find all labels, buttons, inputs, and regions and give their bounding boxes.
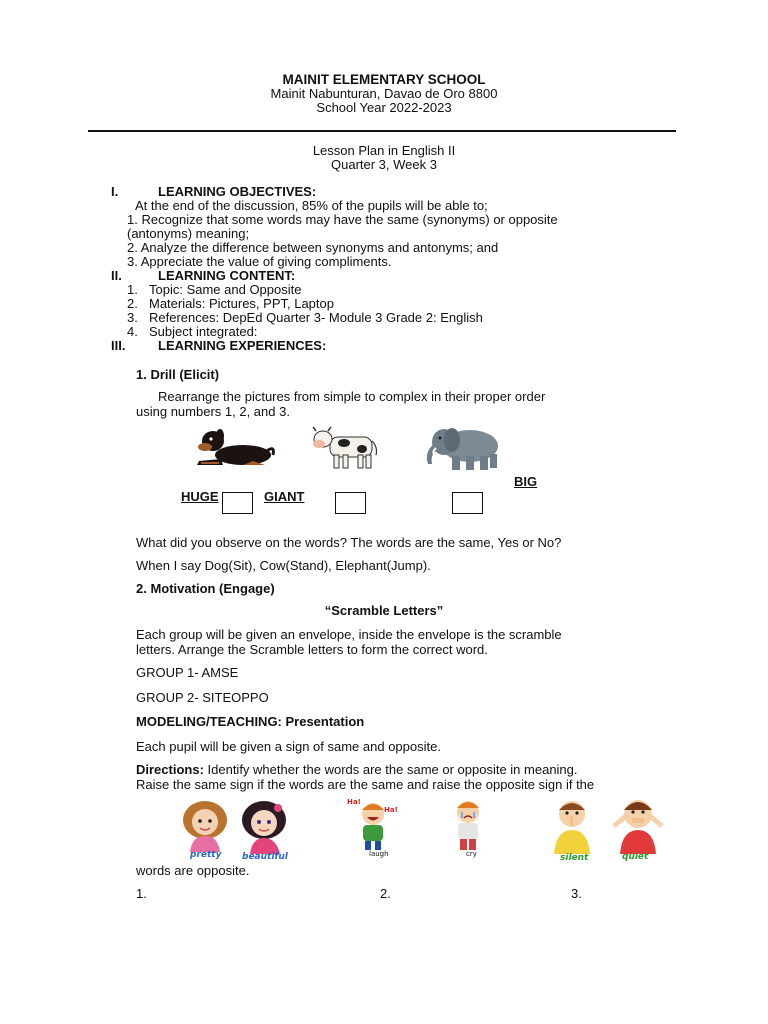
scramble-title: “Scramble Letters”: [324, 603, 444, 618]
word-cry: cry: [466, 850, 477, 858]
drill-say: When I say Dog(Sit), Cow(Stand), Elephant(Jump).: [136, 558, 431, 573]
modeling-heading: MODELING/TEACHING: Presentation: [136, 714, 365, 729]
answer-box-3[interactable]: [452, 492, 483, 514]
word-huge: HUGE: [181, 489, 219, 504]
pretty-girl-image: [176, 800, 234, 852]
group-2: GROUP 2- SITEOPPO: [136, 690, 269, 705]
word-beautiful: beautiful: [242, 852, 288, 862]
section-2-title: LEARNING CONTENT:: [158, 268, 296, 283]
section-2-number: II.: [111, 268, 122, 283]
objective-3: 3. Appreciate the value of giving compliments.: [127, 254, 392, 269]
beautiful-girl-image: [234, 800, 296, 854]
content-item-2: Materials: Pictures, PPT, Laptop: [149, 296, 334, 311]
section-3-title: LEARNING EXPERIENCES:: [158, 338, 327, 353]
directions-line-1: [136, 763, 578, 777]
drill-instruction-2: using numbers 1, 2, and 3.: [136, 404, 290, 419]
content-item-2-num: 2.: [127, 296, 138, 311]
section-1-title: LEARNING OBJECTIVES:: [158, 184, 317, 199]
content-item-3: References: DepEd Quarter 3- Module 3 Grade 2: English: [149, 310, 483, 325]
ha-text-2: Ha!: [384, 806, 398, 814]
school-year: School Year 2022-2023: [316, 100, 452, 115]
answer-3-label: 3.: [571, 886, 582, 901]
objective-2: 2. Analyze the difference between synonyms and antonyms; and: [127, 240, 499, 255]
school-address: Mainit Nabunturan, Davao de Oro 8800: [270, 86, 498, 101]
word-quiet: quiet: [622, 852, 649, 862]
directions-text: Identify whether the words are the same or opposite in meaning.: [203, 762, 578, 777]
word-big: BIG: [514, 474, 538, 489]
motivation-instruction-1: Each group will be given an envelope, inside the envelope is the scramble: [136, 627, 562, 642]
dog-image: [193, 425, 277, 467]
word-silent: silent: [560, 853, 589, 863]
motivation-instruction-2: letters. Arrange the Scramble letters to form the correct word.: [136, 642, 488, 657]
answer-box-1[interactable]: [222, 492, 253, 514]
silent-boy-image: [546, 798, 600, 854]
drill-heading: 1. Drill (Elicit): [136, 367, 220, 382]
cow-image: [310, 425, 380, 471]
header-divider: [88, 130, 676, 132]
answer-1-label: 1.: [136, 886, 147, 901]
directions-line-2: Raise the same sign if the words are the same and raise the opposite sign if the: [136, 777, 595, 792]
answer-box-2[interactable]: [335, 492, 366, 514]
word-giant: GIANT: [264, 489, 305, 504]
drill-instruction-1: Rearrange the pictures from simple to complex in their proper order: [158, 389, 546, 404]
elephant-image: [420, 424, 502, 472]
cry-boy-image: [446, 798, 490, 852]
word-laugh: laugh: [369, 850, 389, 858]
objective-1: 1. Recognize that some words may have the same (synonyms) or opposite: [127, 212, 558, 227]
word-pretty: pretty: [190, 850, 222, 860]
motivation-heading: 2. Motivation (Engage): [136, 581, 275, 596]
objective-1-cont: (antonyms) meaning;: [127, 226, 250, 241]
content-item-4-num: 4.: [127, 324, 138, 339]
quarter-week: Quarter 3, Week 3: [331, 157, 437, 172]
section-1-number: I.: [111, 184, 119, 199]
content-item-3-num: 3.: [127, 310, 138, 325]
quiet-boy-image: [606, 796, 670, 854]
content-item-1: Topic: Same and Opposite: [149, 282, 302, 297]
content-item-1-num: 1.: [127, 282, 138, 297]
section-3-number: III.: [111, 338, 126, 353]
objectives-intro: At the end of the discussion, 85% of the pupils will be able to;: [135, 198, 488, 213]
answer-2-label: 2.: [380, 886, 391, 901]
ha-text-1: Ha!: [347, 798, 361, 806]
directions-line-3: words are opposite.: [136, 863, 250, 878]
school-name: MAINIT ELEMENTARY SCHOOL: [282, 72, 486, 87]
lesson-plan-title: Lesson Plan in English II: [312, 143, 456, 158]
group-1: GROUP 1- AMSE: [136, 665, 239, 680]
modeling-line: Each pupil will be given a sign of same and opposite.: [136, 739, 441, 754]
drill-question: What did you observe on the words? The words are the same, Yes or No?: [136, 535, 562, 550]
content-item-4: Subject integrated:: [149, 324, 258, 339]
directions-label: Directions:: [136, 762, 204, 777]
